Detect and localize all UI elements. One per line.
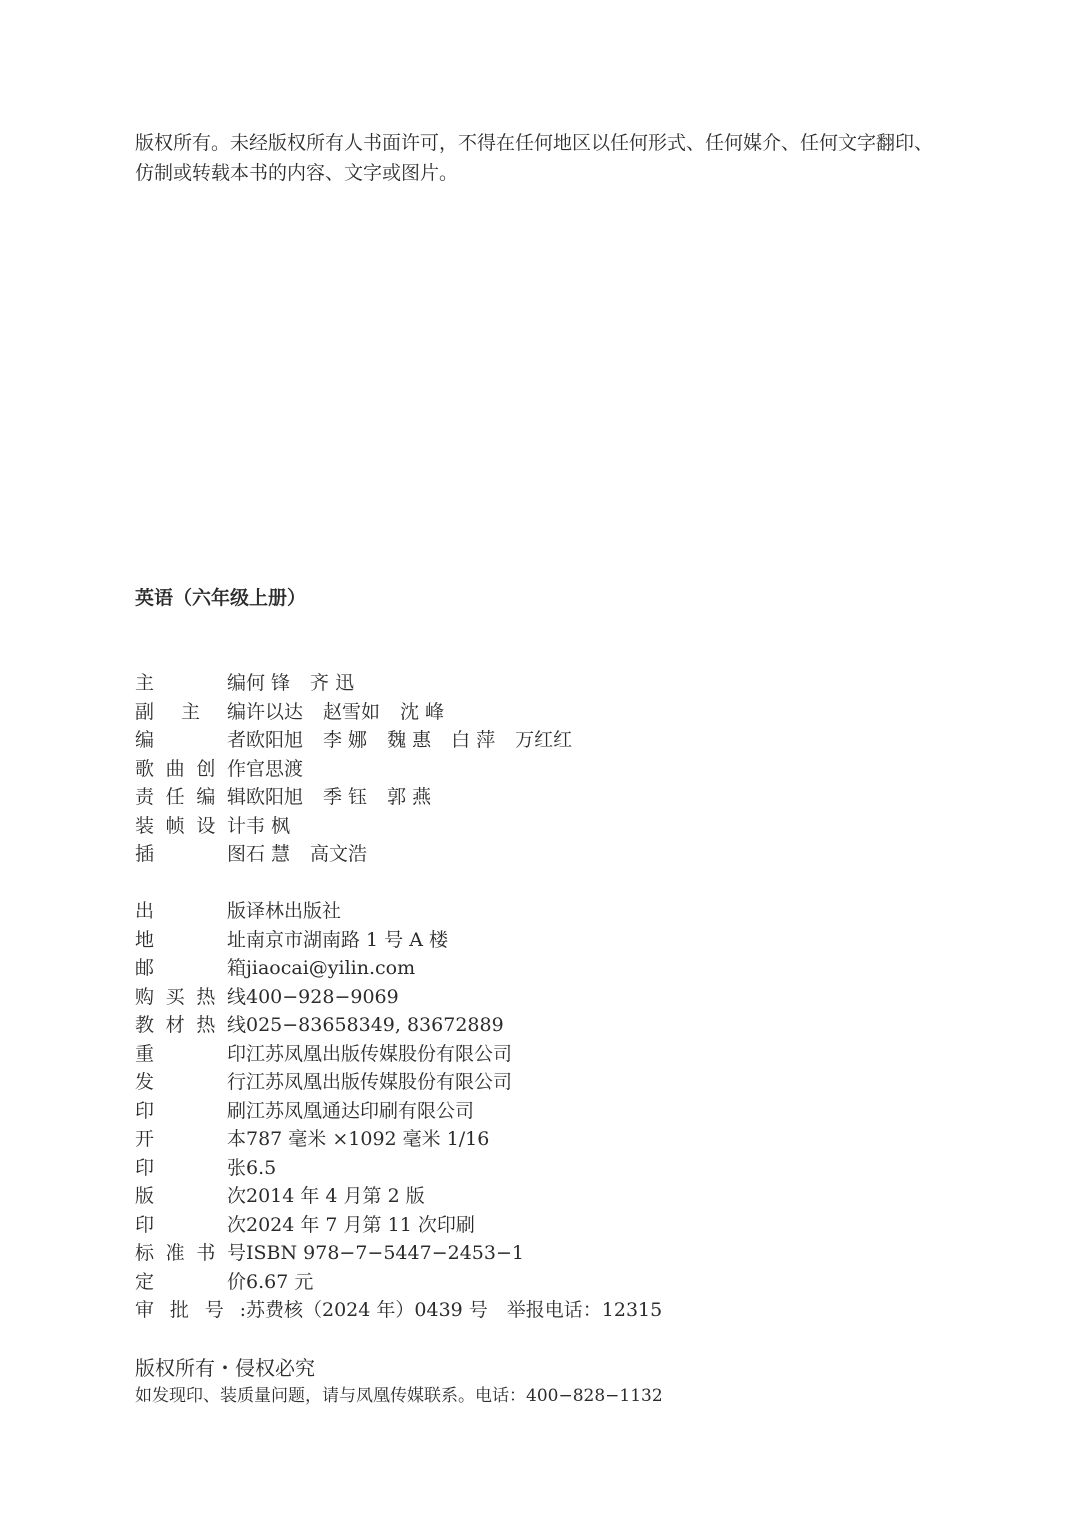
- publication-row: [135, 1296, 662, 1325]
- field-label-char: 编: [196, 786, 216, 808]
- person-name: 魏 惠: [387, 729, 432, 751]
- publication-row: [135, 1182, 662, 1211]
- field-label-char: 作: [226, 757, 246, 780]
- publication-row: [135, 1154, 662, 1183]
- field-label: [135, 755, 246, 784]
- field-label-char: 设: [196, 814, 216, 837]
- field-label: [135, 1154, 246, 1183]
- credit-names: [246, 840, 387, 869]
- field-label-char: 插: [135, 843, 155, 865]
- person-name: 郭 燕: [387, 786, 432, 808]
- field-label-char: 热: [196, 985, 216, 1008]
- field-label-char: 行: [226, 1071, 246, 1093]
- credit-names: [246, 726, 592, 755]
- publication-value: 6.67 元: [246, 1270, 314, 1293]
- credits-list: [135, 669, 592, 869]
- field-label-char: 印: [226, 1042, 246, 1065]
- credit-names: [246, 812, 310, 841]
- publication-value: 2014 年 4 月第 2 版: [246, 1185, 425, 1207]
- person-name: 欧阳旭: [246, 729, 304, 751]
- credit-names: [246, 669, 374, 698]
- publication-row: [135, 1239, 662, 1268]
- field-label-char: 印: [135, 1156, 155, 1179]
- publication-value: 译林出版社: [246, 900, 342, 922]
- credit-row: [135, 783, 592, 812]
- field-label-char: 审: [135, 1299, 155, 1321]
- field-label-char: 主: [135, 672, 155, 694]
- field-label-char: 重: [135, 1042, 155, 1065]
- field-label-char: 次: [226, 1185, 246, 1207]
- field-label-char: 线: [226, 985, 246, 1008]
- field-label: [135, 698, 246, 727]
- field-label: [135, 1068, 246, 1097]
- publication-value: 2024 年 7 月第 11 次印刷: [246, 1213, 475, 1236]
- publication-row: [135, 983, 662, 1012]
- publication-value: 江苏凤凰出版传媒股份有限公司: [246, 1042, 513, 1065]
- publication-value: 江苏凤凰出版传媒股份有限公司: [246, 1071, 513, 1093]
- field-label-char: 买: [165, 985, 185, 1008]
- field-label-char: 址: [226, 928, 246, 951]
- field-label-char: 编: [226, 672, 246, 694]
- field-label-char: 装: [135, 814, 155, 837]
- credit-row: [135, 755, 592, 784]
- publication-value: 江苏凤凰通达印刷有限公司: [246, 1099, 475, 1122]
- person-name: 白 萍: [451, 729, 496, 751]
- field-label: [135, 1296, 246, 1325]
- field-label-char: 批: [169, 1299, 189, 1321]
- person-name: 欧阳旭: [246, 786, 304, 808]
- field-label: [135, 1097, 246, 1126]
- field-label-char: 标: [135, 1242, 155, 1264]
- field-label: [135, 1125, 246, 1154]
- field-label-char: 发: [135, 1071, 155, 1093]
- field-label-char: 图: [226, 843, 246, 865]
- copyright-notice: 版权所有。未经版权所有人书面许可，不得在任何地区以任何形式、任何媒介、任何文字翻印、仿制或转载本书的内容、文字或图片。: [135, 132, 934, 184]
- field-label-char: 歌: [135, 757, 155, 780]
- field-label-char: 主: [180, 700, 200, 723]
- credit-names: [246, 783, 451, 812]
- field-label-char: 书: [196, 1242, 216, 1264]
- field-label-char: 定: [135, 1270, 155, 1293]
- field-label-char: 线: [226, 1014, 246, 1036]
- rights-reserved-title: 版权所有・侵权必究: [135, 1356, 315, 1380]
- publication-value: jiaocai@yilin.com: [246, 957, 416, 979]
- person-name: 齐 迅: [310, 672, 355, 694]
- credit-row: [135, 726, 592, 755]
- field-label-char: 价: [226, 1270, 246, 1293]
- publication-info-list: [135, 897, 662, 1325]
- person-name: 许以达: [246, 700, 304, 723]
- credit-row: [135, 698, 592, 727]
- field-label-char: 邮: [135, 957, 155, 979]
- publication-row: [135, 1125, 662, 1154]
- person-name: 高文浩: [310, 843, 368, 865]
- field-label-char: 地: [135, 928, 155, 951]
- field-label: [135, 669, 246, 698]
- person-name: 沈 峰: [400, 700, 445, 723]
- field-label-char: 创: [196, 757, 216, 780]
- field-label-char: 本: [226, 1128, 246, 1150]
- field-label-char: 箱: [226, 957, 246, 979]
- publication-row: [135, 1040, 662, 1069]
- credit-row: [135, 669, 592, 698]
- field-label-char: 热: [196, 1014, 216, 1036]
- publication-row: [135, 897, 662, 926]
- field-label: [135, 954, 246, 983]
- field-label: [135, 1268, 246, 1297]
- field-label-char: 印: [135, 1099, 155, 1122]
- field-label: [135, 1011, 246, 1040]
- publication-row: [135, 926, 662, 955]
- field-label-char: 副: [135, 700, 155, 723]
- publication-value: 787 毫米 ×1092 毫米 1/16: [246, 1128, 490, 1150]
- publication-value: ISBN 978−7−5447−2453−1: [246, 1242, 524, 1264]
- field-label-char: 计: [226, 814, 246, 837]
- credit-row: [135, 840, 592, 869]
- field-label-char: 教: [135, 1014, 155, 1036]
- field-label: [135, 1182, 246, 1211]
- credit-names: [246, 698, 464, 727]
- field-label: [135, 812, 246, 841]
- field-label-char: 辑: [226, 786, 246, 808]
- field-label-char: 材: [165, 1014, 185, 1036]
- publication-row: [135, 1011, 662, 1040]
- field-label-char: 责: [135, 786, 155, 808]
- publication-row: [135, 954, 662, 983]
- field-label: [135, 983, 246, 1012]
- publication-value: 400−928−9069: [246, 985, 399, 1008]
- field-label: [135, 1211, 246, 1240]
- field-label: [135, 840, 246, 869]
- person-name: 石 慧: [246, 843, 291, 865]
- field-label-char: 号: [226, 1242, 246, 1264]
- field-label-char: 者: [226, 729, 246, 751]
- field-label-char: :: [239, 1299, 246, 1321]
- person-name: 李 娜: [323, 729, 368, 751]
- field-label-char: 购: [135, 985, 155, 1008]
- person-name: 赵雪如: [323, 700, 381, 723]
- field-label: [135, 897, 246, 926]
- credit-names: [246, 755, 323, 784]
- person-name: 官思渡: [246, 757, 304, 780]
- field-label-char: 张: [226, 1156, 246, 1179]
- publication-value: 6.5: [246, 1156, 277, 1179]
- field-label-char: 印: [135, 1213, 155, 1236]
- publication-value: 苏费核（2024 年）0439 号 举报电话：12315: [246, 1299, 663, 1321]
- publication-value: 025−83658349, 83672889: [246, 1014, 504, 1036]
- field-label-char: 版: [135, 1185, 155, 1207]
- publication-value: 南京市湖南路 1 号 A 楼: [246, 928, 448, 951]
- publication-row: [135, 1268, 662, 1297]
- field-label-char: 号: [204, 1299, 224, 1321]
- publication-row: [135, 1068, 662, 1097]
- person-name: 季 钰: [323, 786, 368, 808]
- field-label-char: 版: [226, 900, 246, 922]
- publication-row: [135, 1097, 662, 1126]
- field-label: [135, 1040, 246, 1069]
- person-name: 何 锋: [246, 672, 291, 694]
- field-label-char: 帧: [165, 814, 185, 837]
- field-label: [135, 926, 246, 955]
- field-label-char: 编: [135, 729, 155, 751]
- field-label: [135, 783, 246, 812]
- field-label-char: 出: [135, 900, 155, 922]
- person-name: 万红红: [515, 729, 573, 751]
- credit-row: [135, 812, 592, 841]
- quality-contact-note: 如发现印、装质量问题，请与凤凰传媒联系。电话：400−828−1132: [135, 1386, 663, 1406]
- field-label-char: 准: [165, 1242, 185, 1264]
- field-label-char: 任: [165, 786, 185, 808]
- field-label-char: 开: [135, 1128, 155, 1150]
- field-label-char: 次: [226, 1213, 246, 1236]
- field-label-char: 编: [226, 700, 246, 723]
- person-name: 韦 枫: [246, 814, 291, 837]
- book-title: 英语（六年级上册）: [135, 587, 307, 609]
- publication-row: [135, 1211, 662, 1240]
- field-label: [135, 726, 246, 755]
- field-label: [135, 1239, 246, 1268]
- field-label-char: 刷: [226, 1099, 246, 1122]
- field-label-char: 曲: [165, 757, 185, 780]
